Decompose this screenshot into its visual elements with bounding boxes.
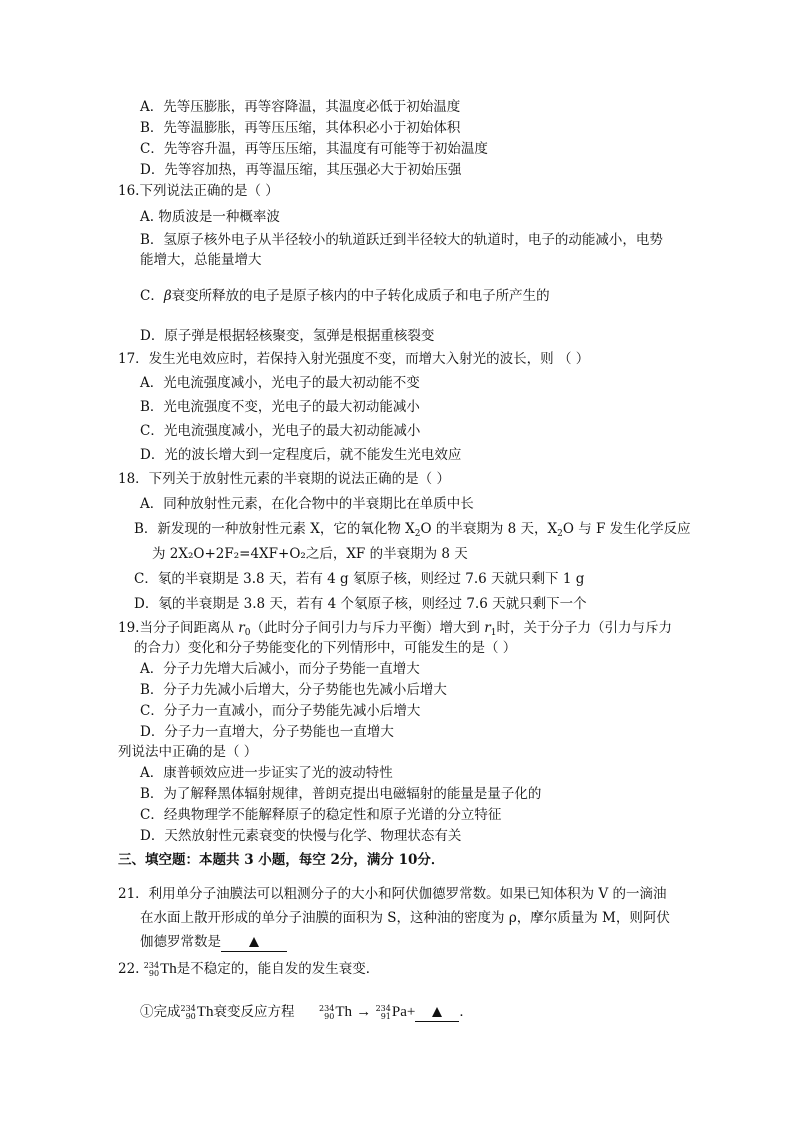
eq-th-symbol: Th — [335, 1004, 352, 1020]
q18-option-d: D．氡的半衰期是 3.8 天，若有 4 个氡原子核，则经过 7.6 天就只剩下一个 — [134, 596, 587, 612]
q17-option-b: B．光电流强度不变，光电子的最大初动能减小 — [140, 399, 420, 415]
triangle-icon — [249, 937, 259, 947]
q20-stem: 列说法中正确的是（ ） — [118, 744, 258, 760]
r1-symbol: r — [484, 620, 491, 636]
th-inline-mass: 234 — [180, 1003, 196, 1013]
q16-option-c-text: 衰变所释放的电子是原子核内的中子转化成质子和电子所产生的 — [171, 288, 550, 304]
q21-line3-text: 伽德罗常数是 — [140, 934, 221, 950]
th-nuclide-inline — [181, 1003, 214, 1021]
q19-option-c: C．分子力一直减小，而分子势能先减小后增大 — [140, 703, 421, 719]
q17-option-a: A．光电流强度减小，光电子的最大初动能不变 — [140, 375, 420, 391]
q18-b-subscript-2: 2 — [557, 529, 563, 539]
q16-option-c-label: C． — [140, 288, 164, 304]
q21-answer-blank[interactable] — [221, 933, 287, 952]
q22-description: 是不稳定的，能自发的发生衰变． — [176, 961, 380, 977]
q22-number: 22. — [118, 961, 140, 977]
r0-symbol: r — [238, 620, 245, 636]
q18-b-text-3: O 与 F 发生化学反应 — [562, 521, 691, 537]
q19-stem-line2: 的合力）变化和分子势能变化的下列情形中，可能发生的是（ ） — [134, 640, 517, 656]
q18-option-b-line2: 为 2X₂O+2F₂=4XF+O₂之后，XF 的半衰期为 8 天 — [152, 546, 468, 562]
q16-option-c — [140, 287, 550, 305]
eq-pa-mass: 234 — [375, 1003, 391, 1013]
eq-th-z: 90 — [324, 1011, 335, 1021]
q22-part1-text: 衰变反应方程 — [213, 1004, 295, 1020]
q15-option-c: C．先等容升温，再等压压缩，其温度有可能等于初始温度 — [140, 141, 488, 157]
q19-option-d: D．分子力一直增大，分子势能也一直增大 — [140, 724, 394, 740]
q18-option-a: A．同种放射性元素，在化合物中的半衰期比在单质中长 — [140, 496, 474, 512]
th-mass-number: 234 — [143, 960, 160, 970]
q22-part1-label: ①完成 — [140, 1004, 181, 1020]
th-inline-z: 90 — [185, 1011, 196, 1021]
q15-option-b: B．先等温膨胀，再等压压缩，其体积必小于初始体积 — [140, 120, 461, 136]
q16-option-b-line1: B．氢原子核外电子从半径较小的轨道跃迁到半径较大的轨道时，电子的动能减小，电势 — [140, 232, 663, 248]
th-nuclide — [144, 960, 177, 978]
eq-th-mass: 234 — [319, 1003, 335, 1013]
q22-end-period: ． — [459, 1004, 473, 1020]
th-inline-symbol: Th — [196, 1004, 214, 1020]
q19-option-a: A．分子力先增大后减小，而分子势能一直增大 — [140, 661, 420, 677]
q18-b-subscript-1: 2 — [414, 529, 421, 539]
q18-stem: 18．下列关于放射性元素的半衰期的说法正确的是（ ） — [118, 471, 450, 487]
q20-option-a: A．康普顿效应进一步证实了光的波动特性 — [140, 765, 393, 781]
q19-text-1: 19.当分子间距离从 — [118, 620, 239, 636]
q20-option-b: B．为了解释黑体辐射规律，普朗克提出电磁辐射的能量是量子化的 — [140, 786, 542, 802]
q17-option-d: D．光的波长增大到一定程度后，就不能发生光电效应 — [140, 447, 462, 463]
q22-part1 — [140, 1003, 473, 1022]
q18-option-c: C．氡的半衰期是 3.8 天，若有 4 g 氡原子核，则经过 7.6 天就只剩下 1 g — [134, 571, 585, 587]
q22-answer-blank[interactable] — [415, 1003, 459, 1022]
q21-line2: 在水面上散开形成的单分子油膜的面积为 S，这种油的密度为 ρ，摩尔质量为 M，则阿伏 — [140, 910, 670, 926]
q16-option-a: A. 物质波是一种概率波 — [140, 209, 280, 225]
q16-option-b-line2: 能增大，总能量增大 — [140, 252, 262, 268]
r0-subscript: 0 — [244, 628, 251, 638]
section-heading: 三、填空题：本题共 3 小题，每空 2分，满分 10分． — [118, 852, 445, 868]
q17-stem: 17．发生光电效应时，若保持入射光强度不变，而增大入射光的波长，则 （ ） — [118, 351, 590, 367]
q15-option-d: D．先等容加热，再等温压缩，其压强必大于初始压强 — [140, 162, 462, 178]
q19-text-3: 时，关于分子力（引力与斥力 — [496, 620, 672, 636]
q18-b-text-1: B．新发现的一种放射性元素 X，它的氧化物 X — [134, 521, 415, 537]
equation-th — [319, 1003, 352, 1021]
q16-option-d: D．原子弹是根据轻核聚变，氢弹是根据重核裂变 — [140, 328, 435, 344]
q22-stem — [118, 960, 379, 978]
triangle-icon — [432, 1007, 442, 1017]
beta-symbol: β — [163, 288, 172, 304]
eq-pa-z: 91 — [380, 1011, 391, 1021]
q16-stem: 16.下列说法正确的是（ ） — [118, 183, 279, 199]
q18-b-text-2: O 的半衰期为 8 天，X — [420, 521, 558, 537]
equation-pa — [376, 1003, 407, 1021]
eq-pa-symbol: Pa — [391, 1004, 407, 1020]
q21-line1: 21．利用单分子油膜法可以粗测分子的大小和阿伏伽德罗常数。如果已知体积为 V 的一滴油 — [118, 886, 667, 902]
q19-text-2: （此时分子间引力与斥力平衡）增大到 — [250, 620, 485, 636]
q19-option-b: B．分子力先减小后增大，分子势能也先减小后增大 — [140, 682, 447, 698]
q15-option-a: A．先等压膨胀，再等容降温，其温度必低于初始温度 — [140, 99, 461, 115]
q21-line3 — [140, 933, 287, 952]
q20-option-c: C．经典物理学不能解释原子的稳定性和原子光谱的分立特征 — [140, 807, 502, 823]
q18-option-b-line1 — [134, 520, 691, 543]
th-atomic-number: 90 — [148, 968, 160, 978]
q17-option-c: C．光电流强度减小，光电子的最大初动能减小 — [140, 423, 421, 439]
r1-subscript: 1 — [490, 628, 497, 638]
q20-option-d: D．天然放射性元素衰变的快慢与化学、物理状态有关 — [140, 828, 462, 844]
th-symbol: Th — [160, 961, 177, 977]
arrow-icon: → — [356, 1004, 372, 1020]
plus-sign: + — [406, 1004, 416, 1020]
